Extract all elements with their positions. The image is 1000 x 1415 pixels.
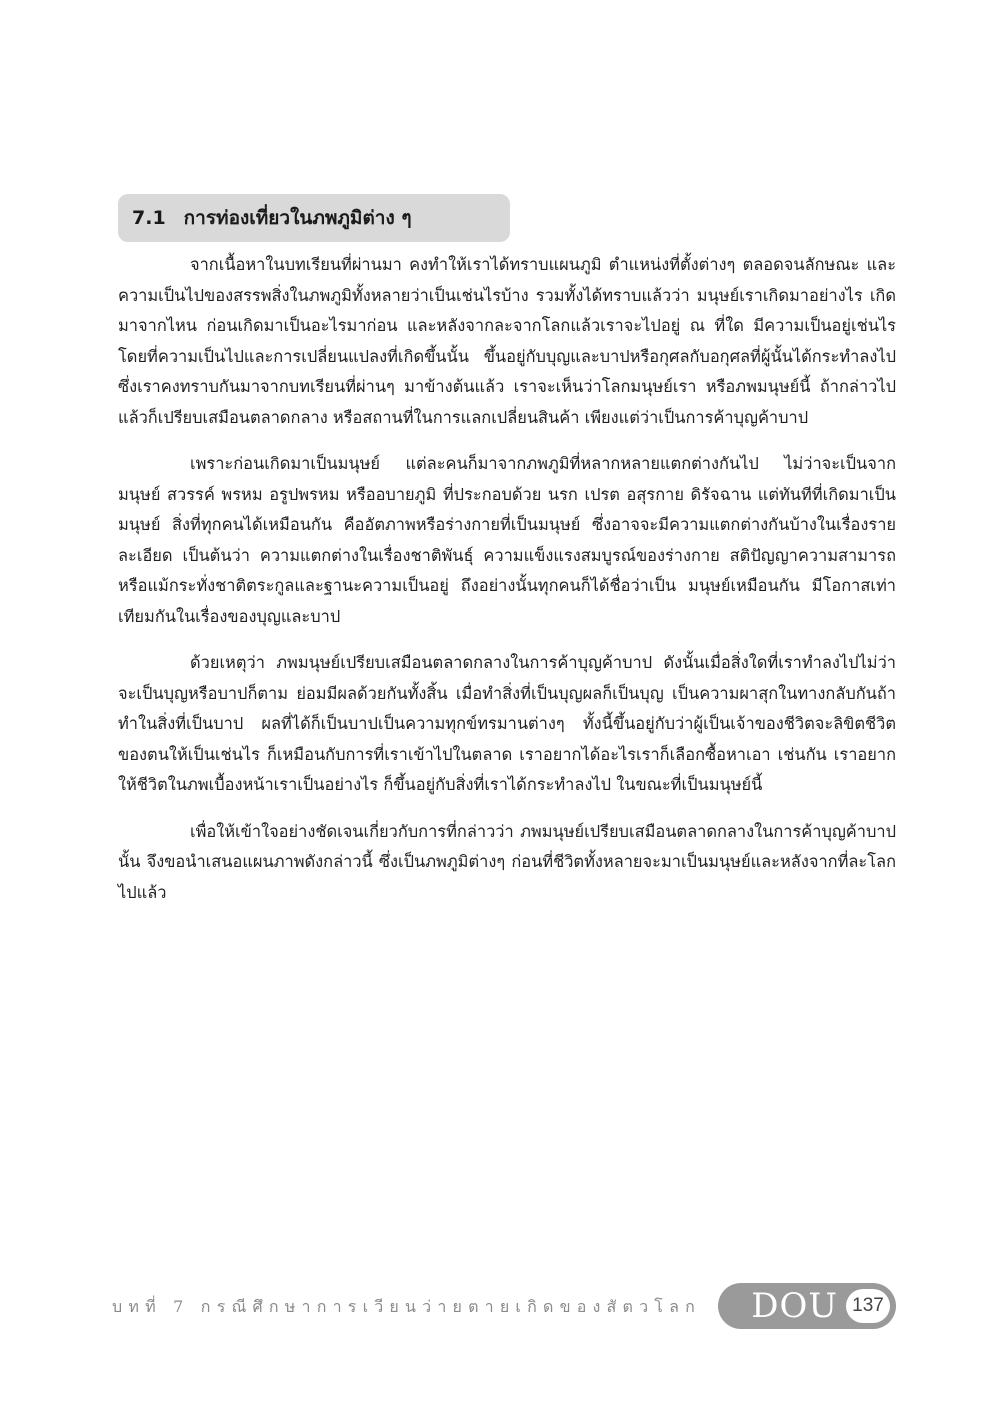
page-footer <box>112 1283 896 1333</box>
section-title: การท่องเที่ยวในภพภูมิต่าง ๆ <box>183 207 412 229</box>
page-number: 137 <box>846 1289 890 1323</box>
section-number: 7.1 <box>132 207 166 229</box>
footer-chapter-title: บทที่ 7 กรณีศึกษาการเวียนว่ายตายเกิดของสัตวโลก <box>112 1297 701 1316</box>
paragraph: เพราะก่อนเกิดมาเป็นมนุษย์ แต่ละคนก็มาจากภพภูมิที่หลากหลายแตกต่างกันไป ไม่ว่าจะเป็นจากมนุษย์ สวรรค์ พรหม อรูปพรหม หรืออบายภูมิ ที่ประกอบด้วย นรก เปรต อสุรกาย ดิรัจฉาน แต่ทันทีที่เกิดมาเป็นมนุษย์ สิ่งที่ทุกคนได้เหมือนกัน คืออัตภาพหรือร่างกายที่เป็นมนุษย์ ซึ่งอาจจะมีความแตกต่างกันบ้างในเรื่องรายละเอียด เป็นต้นว่า ความแตกต่างในเรื่องชาติพันธุ์ ความแข็งแรงสมบูรณ์ของร่างกาย สติปัญญาความสามารถ หรือแม้กระทั่งชาติตระกูลและฐานะความเป็นอยู่ ถึงอย่างนั้นทุกคนก็ได้ชื่อว่าเป็น มนุษย์เหมือนกัน มีโอกาสเท่าเทียมกันในเรื่องของบุญและบาป <box>118 454 896 626</box>
paragraph: จากเนื้อหาในบทเรียนที่ผ่านมา คงทำให้เราได้ทราบแผนภูมิ ตำแหน่งที่ตั้งต่างๆ ตลอดจนลักษณะ และความเป็นไปของสรรพสิ่งในภพภูมิทั้งหลายว่าเป็นเช่นไรบ้าง รวมทั้งได้ทราบแล้วว่า มนุษย์เราเกิดมาอย่างไร เกิดมาจากไหน ก่อนเกิดมาเป็นอะไรมาก่อน และหลังจากละจากโลกแล้วเราจะไปอยู่ ณ ที่ใด มีความเป็นอยู่เช่นไร โดยที่ความเป็นไปและการเปลี่ยนแปลงที่เกิดขึ้นนั้น ขึ้นอยู่กับบุญและบาปหรือกุศลกับอกุศลที่ผู้นั้นได้กระทำลงไป ซึ่งเราคงทราบกันมาจากบทเรียนที่ผ่านๆ มาข้างต้นแล้ว เราจะเห็นว่าโลกมนุษย์เรา หรือภพมนุษย์นี้ ถ้ากล่าวไปแล้วก็เปรียบเสมือนตลาดกลาง หรือสถานที่ในการแลกเปลี่ยนสินค้า เพียงแต่ว่าเป็นการค้าบุญค้าบาป <box>118 255 896 427</box>
paragraph: ด้วยเหตุว่า ภพมนุษย์เปรียบเสมือนตลาดกลางในการค้าบุญค้าบาป ดังนั้นเมื่อสิ่งใดที่เราทำลงไปไม่ว่าจะเป็นบุญหรือบาปก็ตาม ย่อมมีผลด้วยกันทั้งสิ้น เมื่อทำสิ่งที่เป็นบุญผลก็เป็นบุญ เป็นความผาสุกในทางกลับกันถ้าทำในสิ่งที่เป็นบาป ผลที่ได้ก็เป็นบาปเป็นความทุกข์ทรมานต่างๆ ทั้งนี้ขึ้นอยู่กับว่าผู้เป็นเจ้าของชีวิตจะลิขิตชีวิตของตนให้เป็นเช่นไร ก็เหมือนกับการที่เราเข้าไปในตลาด เราอยากได้อะไรเราก็เลือกซื้อหาเอา เช่นกัน เราอยากให้ชีวิตในภพเบื้องหน้าเราเป็นอย่างไร ก็ขึ้นอยู่กับสิ่งที่เราได้กระทำลงไป ในขณะที่เป็นมนุษย์นี้ <box>118 653 896 794</box>
body-text <box>118 250 896 924</box>
footer-badge <box>718 1283 896 1329</box>
paragraph: เพื่อให้เข้าใจอย่างชัดเจนเกี่ยวกับการที่กล่าวว่า ภพมนุษย์เปรียบเสมือนตลาดกลางในการค้าบุญค้าบาปนั้น จึงขอนำเสนอแผนภาพดังกล่าวนี้ ซึ่งเป็นภพภูมิต่างๆ ก่อนที่ชีวิตทั้งหลายจะมาเป็นมนุษย์และหลังจากที่ละโลกไปแล้ว <box>118 821 896 902</box>
section-heading <box>118 194 510 242</box>
dou-logo: DOU <box>751 1286 838 1326</box>
